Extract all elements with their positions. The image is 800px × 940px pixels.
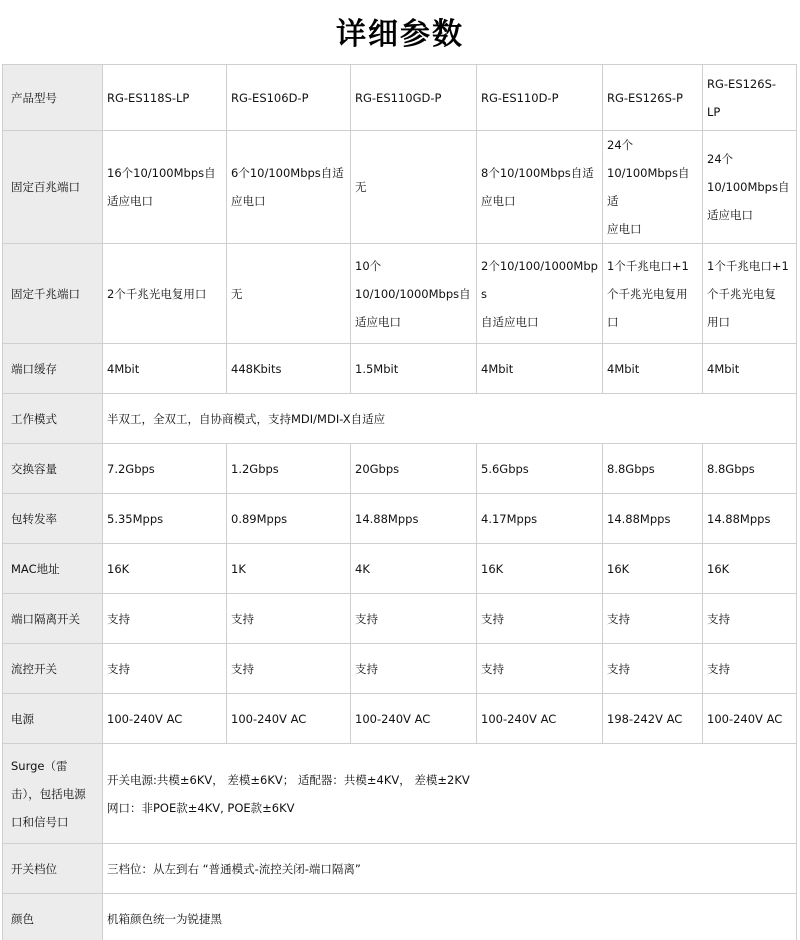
cell-flow-control-4 (477, 644, 603, 694)
row-label-ge-ports: 固定千兆端口 (3, 244, 103, 344)
cell-ge-ports-5-line: 1个千兆电口+1 (607, 258, 689, 273)
row-color (3, 894, 797, 940)
cell-capacity-6-line: 8.8Gbps (707, 461, 755, 476)
cell-model-5-line: RG-ES126S-P (607, 90, 683, 105)
cell-flow-control-2 (227, 644, 351, 694)
cell-fe-ports-3 (351, 131, 477, 244)
cell-isolation-5 (603, 594, 703, 644)
cell-model-3 (351, 65, 477, 131)
row-label-flow-control: 流控开关 (3, 644, 103, 694)
row-label-model: 产品型号 (3, 65, 103, 131)
cell-flow-control-1-line: 支持 (107, 661, 130, 676)
cell-capacity-3 (351, 444, 477, 494)
cell-model-1 (103, 65, 227, 131)
cell-flow-control-5 (603, 644, 703, 694)
cell-forwarding-3 (351, 494, 477, 544)
row-flow-control (3, 644, 797, 694)
cell-surge-value-line: 开关电源:共模±6KV， 差模±6KV； 适配器：共模±4KV， 差模±2KV (107, 772, 470, 787)
cell-power-2-line: 100-240V AC (231, 711, 307, 726)
cell-isolation-1 (103, 594, 227, 644)
row-label-isolation: 端口隔离开关 (3, 594, 103, 644)
cell-fe-ports-2-line: 应电口 (231, 194, 266, 208)
cell-mode-value: 半双工，全双工，自协商模式，支持MDI/MDI-X自适应 (103, 394, 797, 444)
cell-power-4-line: 100-240V AC (481, 711, 557, 726)
cell-ge-ports-1 (103, 244, 227, 344)
cell-flow-control-6 (703, 644, 797, 694)
cell-surge-value-line: 网口：非POE款±4KV, POE款±6KV (107, 800, 295, 815)
cell-mac-1-line: 16K (107, 561, 130, 576)
row-ge-ports (3, 244, 797, 344)
cell-capacity-5-line: 8.8Gbps (607, 461, 655, 476)
cell-buffer-6 (703, 344, 797, 394)
cell-fe-ports-2 (227, 131, 351, 244)
row-forwarding (3, 494, 797, 544)
cell-capacity-6 (703, 444, 797, 494)
cell-model-6 (703, 65, 797, 131)
cell-fe-ports-6-line: 10/100Mbps自 (707, 180, 790, 194)
row-label-surge-line: Surge（雷 (11, 758, 68, 773)
cell-flow-control-4-line: 支持 (481, 661, 504, 676)
cell-power-5 (603, 694, 703, 744)
row-fe-ports (3, 131, 797, 244)
cell-buffer-3 (351, 344, 477, 394)
row-label-switch-position: 开关档位 (3, 844, 103, 894)
cell-isolation-4 (477, 594, 603, 644)
cell-power-3 (351, 694, 477, 744)
cell-power-1 (103, 694, 227, 744)
cell-mac-5 (603, 544, 703, 594)
cell-isolation-3-line: 支持 (355, 611, 378, 626)
cell-model-2-line: RG-ES106D-P (231, 90, 309, 105)
cell-buffer-5 (603, 344, 703, 394)
cell-mac-3 (351, 544, 477, 594)
row-label-power: 电源 (3, 694, 103, 744)
cell-forwarding-2-line: 0.89Mpps (231, 511, 288, 526)
cell-capacity-2 (227, 444, 351, 494)
cell-model-3-line: RG-ES110GD-P (355, 90, 442, 105)
row-power (3, 694, 797, 744)
cell-capacity-2-line: 1.2Gbps (231, 461, 279, 476)
cell-ge-ports-1-line: 2个千兆光电复用口 (107, 286, 207, 301)
cell-fe-ports-6-line: 24个 (707, 152, 734, 166)
cell-buffer-1 (103, 344, 227, 394)
cell-power-6-line: 100-240V AC (707, 711, 783, 726)
cell-isolation-4-line: 支持 (481, 611, 504, 626)
cell-isolation-2 (227, 594, 351, 644)
cell-fe-ports-6 (703, 131, 797, 244)
cell-model-6-line: LP (707, 104, 721, 119)
row-switch-position (3, 844, 797, 894)
cell-buffer-2 (227, 344, 351, 394)
cell-forwarding-4 (477, 494, 603, 544)
cell-mac-4 (477, 544, 603, 594)
cell-ge-ports-6-line: 用口 (707, 314, 730, 329)
cell-ge-ports-3 (351, 244, 477, 344)
cell-buffer-5-line: 4Mbit (607, 361, 640, 376)
cell-flow-control-2-line: 支持 (231, 661, 254, 676)
cell-buffer-4-line: 4Mbit (481, 361, 514, 376)
cell-fe-ports-4 (477, 131, 603, 244)
row-label-mode: 工作模式 (3, 394, 103, 444)
cell-mac-1 (103, 544, 227, 594)
cell-forwarding-3-line: 14.88Mpps (355, 511, 419, 526)
cell-forwarding-5-line: 14.88Mpps (607, 511, 671, 526)
row-mac (3, 544, 797, 594)
cell-capacity-1 (103, 444, 227, 494)
cell-mac-6 (703, 544, 797, 594)
cell-fe-ports-3-line: 无 (355, 180, 367, 194)
cell-fe-ports-2-line: 6个10/100Mbps自适 (231, 166, 344, 180)
cell-forwarding-6-line: 14.88Mpps (707, 511, 771, 526)
cell-buffer-1-line: 4Mbit (107, 361, 140, 376)
page-title: 详细参数 (336, 17, 464, 52)
cell-model-1-line: RG-ES118S-LP (107, 90, 190, 105)
cell-ge-ports-5 (603, 244, 703, 344)
cell-model-4-line: RG-ES110D-P (481, 90, 559, 105)
cell-fe-ports-1 (103, 131, 227, 244)
cell-ge-ports-2-line: 无 (231, 286, 243, 301)
cell-model-2 (227, 65, 351, 131)
row-label-capacity: 交换容量 (3, 444, 103, 494)
cell-isolation-6-line: 支持 (707, 611, 730, 626)
cell-forwarding-6 (703, 494, 797, 544)
cell-flow-control-6-line: 支持 (707, 661, 730, 676)
cell-fe-ports-6-line: 适应电口 (707, 208, 753, 222)
cell-ge-ports-5-line: 口 (607, 314, 619, 329)
cell-model-5 (603, 65, 703, 131)
row-capacity (3, 444, 797, 494)
row-isolation (3, 594, 797, 644)
cell-fe-ports-5-line: 应电口 (607, 222, 642, 236)
cell-flow-control-3-line: 支持 (355, 661, 378, 676)
cell-ge-ports-2 (227, 244, 351, 344)
cell-power-5-line: 198-242V AC (607, 711, 683, 726)
cell-switch-position-value: 三档位：从左到右 “普通模式-流控关闭-端口隔离” (103, 844, 797, 894)
row-label-surge-line: 击），包括电源 (11, 786, 86, 801)
row-buffer (3, 344, 797, 394)
cell-power-3-line: 100-240V AC (355, 711, 431, 726)
row-label-forwarding: 包转发率 (3, 494, 103, 544)
cell-mac-6-line: 16K (707, 561, 730, 576)
cell-mac-5-line: 16K (607, 561, 630, 576)
cell-capacity-1-line: 7.2Gbps (107, 461, 155, 476)
cell-isolation-3 (351, 594, 477, 644)
row-label-fe-ports: 固定百兆端口 (3, 131, 103, 244)
cell-forwarding-2 (227, 494, 351, 544)
cell-isolation-1-line: 支持 (107, 611, 130, 626)
cell-power-2 (227, 694, 351, 744)
cell-fe-ports-5 (603, 131, 703, 244)
cell-model-4 (477, 65, 603, 131)
cell-isolation-2-line: 支持 (231, 611, 254, 626)
cell-forwarding-1-line: 5.35Mpps (107, 511, 164, 526)
cell-buffer-6-line: 4Mbit (707, 361, 740, 376)
cell-power-6 (703, 694, 797, 744)
cell-fe-ports-5-line: 24个 (607, 138, 634, 152)
cell-buffer-3-line: 1.5Mbit (355, 361, 399, 376)
cell-ge-ports-4-line: 自适应电口 (481, 314, 539, 329)
cell-ge-ports-3-line: 10个 (355, 258, 382, 273)
cell-capacity-4 (477, 444, 603, 494)
spec-table (2, 64, 797, 940)
cell-flow-control-3 (351, 644, 477, 694)
cell-capacity-4-line: 5.6Gbps (481, 461, 529, 476)
cell-ge-ports-3-line: 10/100/1000Mbps自 (355, 286, 471, 301)
cell-buffer-4 (477, 344, 603, 394)
row-surge (3, 744, 797, 844)
row-label-buffer: 端口缓存 (3, 344, 103, 394)
cell-mac-4-line: 16K (481, 561, 504, 576)
row-label-color: 颜色 (3, 894, 103, 940)
cell-ge-ports-3-line: 适应电口 (355, 314, 401, 329)
cell-surge-value (103, 744, 797, 844)
cell-ge-ports-4 (477, 244, 603, 344)
row-label-surge (3, 744, 103, 844)
cell-forwarding-4-line: 4.17Mpps (481, 511, 538, 526)
row-model (3, 65, 797, 131)
cell-forwarding-5 (603, 494, 703, 544)
cell-ge-ports-6-line: 个千兆光电复 (707, 286, 776, 301)
cell-fe-ports-5-line: 10/100Mbps自适 (607, 166, 690, 208)
cell-fe-ports-4-line: 应电口 (481, 194, 516, 208)
cell-power-4 (477, 694, 603, 744)
cell-fe-ports-1-line: 适应电口 (107, 194, 153, 208)
cell-capacity-3-line: 20Gbps (355, 461, 400, 476)
cell-isolation-6 (703, 594, 797, 644)
cell-isolation-5-line: 支持 (607, 611, 630, 626)
cell-power-1-line: 100-240V AC (107, 711, 183, 726)
cell-ge-ports-6 (703, 244, 797, 344)
cell-ge-ports-5-line: 个千兆光电复用 (607, 286, 688, 301)
cell-mac-3-line: 4K (355, 561, 370, 576)
cell-forwarding-1 (103, 494, 227, 544)
cell-fe-ports-1-line: 16个10/100Mbps自 (107, 166, 216, 180)
cell-buffer-2-line: 448Kbits (231, 361, 282, 376)
cell-mac-2-line: 1K (231, 561, 246, 576)
cell-ge-ports-4-line: 2个10/100/1000Mbps (481, 258, 598, 301)
cell-color-value: 机箱颜色统一为锐捷黑 (103, 894, 797, 940)
row-label-surge-line: 口和信号口 (11, 814, 69, 829)
cell-fe-ports-4-line: 8个10/100Mbps自适 (481, 166, 594, 180)
row-label-mac: MAC地址 (3, 544, 103, 594)
cell-model-6-line: RG-ES126S- (707, 76, 777, 91)
cell-ge-ports-6-line: 1个千兆电口+1 (707, 258, 789, 273)
cell-mac-2 (227, 544, 351, 594)
cell-flow-control-5-line: 支持 (607, 661, 630, 676)
cell-capacity-5 (603, 444, 703, 494)
row-mode (3, 394, 797, 444)
cell-flow-control-1 (103, 644, 227, 694)
